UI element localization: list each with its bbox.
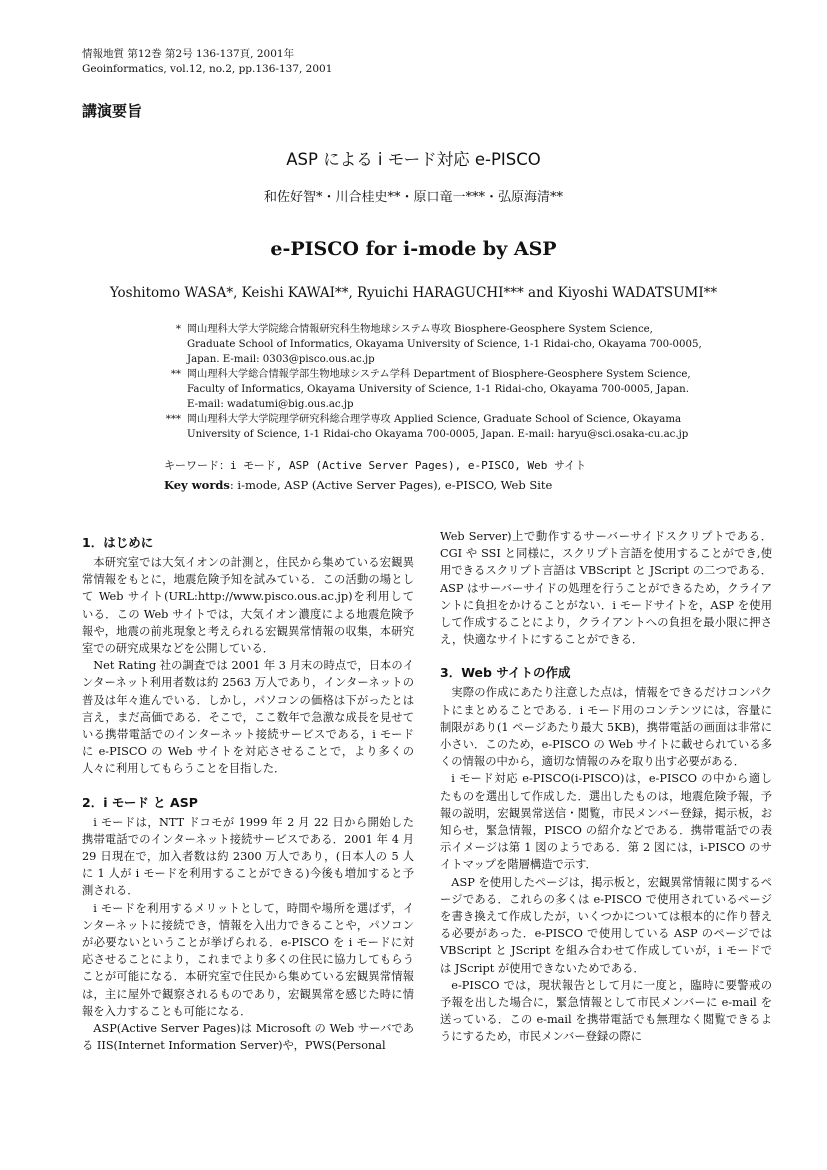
journal-citation-en: Geoinformatics, vol.12, no.2, pp.136-137, 2001	[82, 63, 333, 75]
title-en: e-PISCO for i-mode by ASP	[270, 238, 557, 260]
paragraph: i モードを利用するメリットとして，時間や場所を選ばず，インターネットに接続でき，情報を入出力できることや，パソコンが必要ないということが挙げられる．e-PISCO を i モードに対応させることにより，これまでより多くの住民に協力してもらうことが可能になる．本研究室で住民から集めている宏観異常情報は，主に屋外で観察されるものであり，宏観異常を感じた時に情報を入力することも可能になる．	[82, 901, 414, 1018]
affiliation-text: 岡山理科大学大学院総合情報研究科生物地球システム専攻 Biosphere-Geosphere System Science, Graduate School of Informatics, Okayama University of Science, 1-1 Ridai-cho, Okayama 700-0005, Japan. E-mail: 0303@pisco.ous.ac.jp	[187, 324, 702, 365]
paragraph: Net Rating 社の調査では 2001 年 3 月末の時点で，日本のインターネット利用者数は約 2563 万人であり，インターネットの普及は年々進んでいる．しかし，パソコンの価格は下がったとは言え，まだ高価である．そこで，ここ数年で急激な成長を見せている携帯電話でのインターネット接続サービスである，i モードに e-PISCO の Web サイトを対応させることで，より多くの人々に利用してもらうことを目指した．	[82, 659, 414, 776]
affiliation-1	[162, 322, 702, 367]
paragraph: i モードは，NTT ドコモが 1999 年 2 月 22 日から開始した携帯電話でのインターネット接続サービスである．2001 年 4 月 29 日現在で，加入者数は約 2300 万人であり，(日本人の 5 人に 1 人が i モードを利用することができる)今後も増加すると予測される．	[82, 815, 414, 898]
paragraph: i モード対応 e-PISCO(i-PISCO)は，e-PISCO の中から適したものを選出して作成した．選出したものは，地震危険予報，予報の説明，宏観異常送信・閲覧，市民メンバー登録，掲示板，お知らせ，緊急情報，PISCO の紹介などである．携帯電話での表示イメージは第 1 図のようである．第 2 図には，i-PISCO のサイトマップを階層構造で示す．	[440, 772, 772, 872]
paragraph-continued: Web Server)上で動作するサーバーサイドスクリプトである．CGI や SSI と同様に，スクリプト言語を使用することができ,使用できるスクリプト言語は VBScript と JScript の二つである．ASP はサーバーサイドの処理を行うことができるため，クライアントに負担をかけることがない．i モードサイトを，ASP を使用して作成することにより，クライアントへの負担を最小限に押さえ，快適なサイトにすることができる．	[440, 530, 772, 647]
keywords-text: : i-mode, ASP (Active Server Pages), e-PISCO, Web Site	[229, 478, 553, 492]
affiliation-text: 岡山理科大学総合情報学部生物地球システム学科 Department of Biosphere-Geosphere System Science, Faculty of Informatics, Okayama University of Science, 1-1 Ridai-cho, Okayama 700-0005, Japan. E-mail: wadatumi@big.ous.ac.jp	[187, 369, 691, 410]
affiliations	[162, 322, 702, 442]
paragraph: e-PISCO では，現状報告として月に一度と，臨時に要警戒の予報を出した場合に，緊急情報として市民メンバーに e-mail を送っている．この e-mail を携帯電話でも無理なく閲覧できるようにするため，市民メンバー登録の際に	[440, 978, 772, 1044]
journal-citation-ja: 情報地質 第12巻 第2号 136-137頁, 2001年	[82, 48, 295, 60]
affiliation-text: 岡山理科大学大学院理学研究科総合理学専攻 Applied Science, Graduate School of Science, Okayama University of Science, 1-1 Ridai-cho Okayama 700-0005, Japan. E-mail: haryu@sci.osaka-cu.ac.jp	[187, 414, 689, 440]
affiliation-mark: ***	[165, 414, 181, 425]
section-tag: 講演要旨	[82, 102, 143, 120]
affiliation-mark: **	[170, 369, 181, 380]
authors-en: Yoshitomo WASA*, Keishi KAWAI**, Ryuichi HARAGUCHI*** and Kiyoshi WADATSUMI**	[109, 285, 718, 301]
paragraph: 実際の作成にあたり注意した点は，情報をできるだけコンパクトにまとめることである．i モード用のコンテンツには，容量に制限があり(1 ページあたり最大 5KB)，携帯電話の画面は非常に小さい．このため，e-PISCO の Web サイトに載せられている多くの情報の中から，適切な情報のみを取り出す必要がある．	[440, 686, 772, 769]
keywords-label: Key words	[164, 478, 230, 492]
title-ja: ASP による i モード対応 e-PISCO	[286, 150, 541, 169]
affiliation-2	[162, 367, 702, 412]
column-right	[440, 528, 772, 1046]
paragraph: 本研究室では大気イオンの計測と，住民から集めている宏観異常情報をもとに，地震危険予知を試みている．この活動の場として Web サイト(URL:http://www.pisco.ous.ac.jp)を利用している．この Web サイトでは，大気イオン濃度による地震危険予報や，地震の前兆現象と考えられる宏観異常情報の収集，本研究室での研究成果などを公開している．	[82, 556, 414, 656]
journal-citation	[82, 47, 332, 77]
keywords-en	[164, 478, 552, 492]
paragraph: ASP を使用したページは，掲示板と，宏観異常情報に関するページである．これらの多くは e-PISCO で使用されているページを書き換えて作成したが，いくつかについては根本的に作り替える必要があった．e-PISCO で使用している ASP のページでは VBScript と JScript を組み合わせて作成していが，i モードでは JScript が使用できないためである．	[440, 875, 772, 975]
column-left	[82, 528, 414, 1054]
section-heading-3: 3．Web サイトの作成	[440, 665, 571, 681]
authors-ja: 和佐好智*・川合桂史**・原口竜一***・弘原海清**	[263, 190, 563, 205]
affiliation-mark: *	[175, 324, 181, 335]
affiliation-3	[162, 412, 702, 442]
section-heading-1: 1．はじめに	[82, 535, 154, 550]
section-heading-2: 2．i モード と ASP	[82, 794, 198, 810]
paragraph: ASP(Active Server Pages)は Microsoft の Web サーバである IIS(Internet Information Server)や，PWS(Personal	[82, 1022, 414, 1053]
keywords-ja: キーワード：i モード, ASP (Active Server Pages), e-PISCO, Web サイト	[164, 459, 587, 472]
